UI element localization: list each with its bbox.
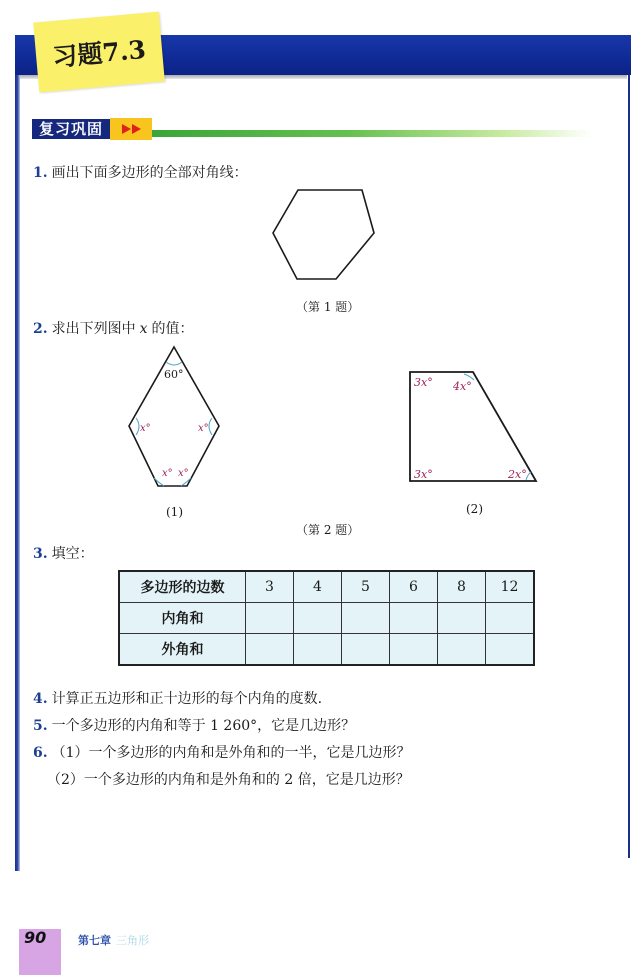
angle-label-2x: 2x° [508,468,527,481]
exercise-title-tag [33,12,165,93]
play-arrow-icon [122,124,131,134]
variable-x: x [139,321,148,337]
table-blank-cell[interactable] [486,603,535,634]
table-blank-cell[interactable] [486,634,535,666]
question-number: 5. [33,718,48,734]
table-blank-cell[interactable] [438,634,486,666]
question-2 [33,320,194,338]
table-cell-sides: 4 [294,571,342,603]
question-text: 填空： [51,546,94,562]
question-number: 1. [33,165,48,181]
question-4 [33,690,322,708]
table-cell-sides: 5 [342,571,390,603]
page-number: 90 [24,928,47,947]
fill-in-table [118,570,535,666]
table-header-interior-sum: 内角和 [119,603,246,634]
question-part-1: （1）一个多边形的内角和是外角和的一半，它是几边形？ [51,745,411,761]
question-text-after: 的值： [151,321,194,337]
angle-label-x: x° [178,468,189,479]
question-text: 计算正五边形和正十边形的每个内角的度数. [51,691,323,707]
question-number: 2. [33,321,48,337]
figure-caption-1: （第 1 题） [296,300,360,314]
section-label: 复习巩固 [32,119,110,139]
question-5 [33,717,355,735]
angle-label-60: 60° [164,368,184,381]
table-blank-cell[interactable] [294,603,342,634]
angle-label-x: x° [198,423,209,434]
figure-label-2: (2) [466,502,483,516]
table-blank-cell[interactable] [294,634,342,666]
table-blank-cell[interactable] [342,634,390,666]
figure-caption-2: （第 2 题） [296,523,360,537]
question-number: 3. [33,546,48,562]
chapter-title: 三角形 [116,934,149,947]
table-row-exterior-sum [119,634,534,666]
table-blank-cell[interactable] [390,603,438,634]
table-cell-sides: 3 [246,571,294,603]
pentagon-figure [120,340,230,495]
hexagon-figure [260,180,390,290]
table-cell-sides: 6 [390,571,438,603]
table-cell-sides: 12 [486,571,535,603]
table-blank-cell[interactable] [342,603,390,634]
question-text: 一个多边形的内角和等于 1 260°，它是几边形？ [51,718,356,734]
figure-label-1: (1) [166,505,183,519]
quadrilateral-figure [400,362,550,492]
angle-label-x: x° [140,423,151,434]
table-header-exterior-sum: 外角和 [119,634,246,666]
table-blank-cell[interactable] [246,634,294,666]
table-blank-cell[interactable] [390,634,438,666]
question-3 [33,545,94,563]
frame-right-border [628,75,630,858]
angle-label-4x: 4x° [453,380,472,393]
table-cell-sides: 8 [438,571,486,603]
table-header-sides: 多边形的边数 [119,571,246,603]
table-blank-cell[interactable] [438,603,486,634]
play-arrow-icon [132,124,141,134]
table-row-sides [119,571,534,603]
angle-label-3x: 3x° [414,376,433,389]
chapter-label: 第七章 [78,934,111,947]
question-text: 画出下面多边形的全部对角线： [51,165,248,181]
table-row-interior-sum [119,603,534,634]
section-divider [152,130,592,137]
question-1 [33,164,248,182]
exercise-title: 习题7.3 [51,34,147,73]
frame-left-border [15,75,20,871]
question-6-part-2: （2）一个多边形的内角和是外角和的 2 倍，它是几边形？ [47,772,410,788]
question-number: 4. [33,691,48,707]
question-number: 6. [33,745,48,761]
table-blank-cell[interactable] [246,603,294,634]
double-arrow-icon [110,118,152,140]
question-text-before: 求出下列图中 [51,321,136,337]
angle-label-3x: 3x° [414,468,433,481]
question-6 [33,744,411,762]
angle-label-x: x° [162,468,173,479]
